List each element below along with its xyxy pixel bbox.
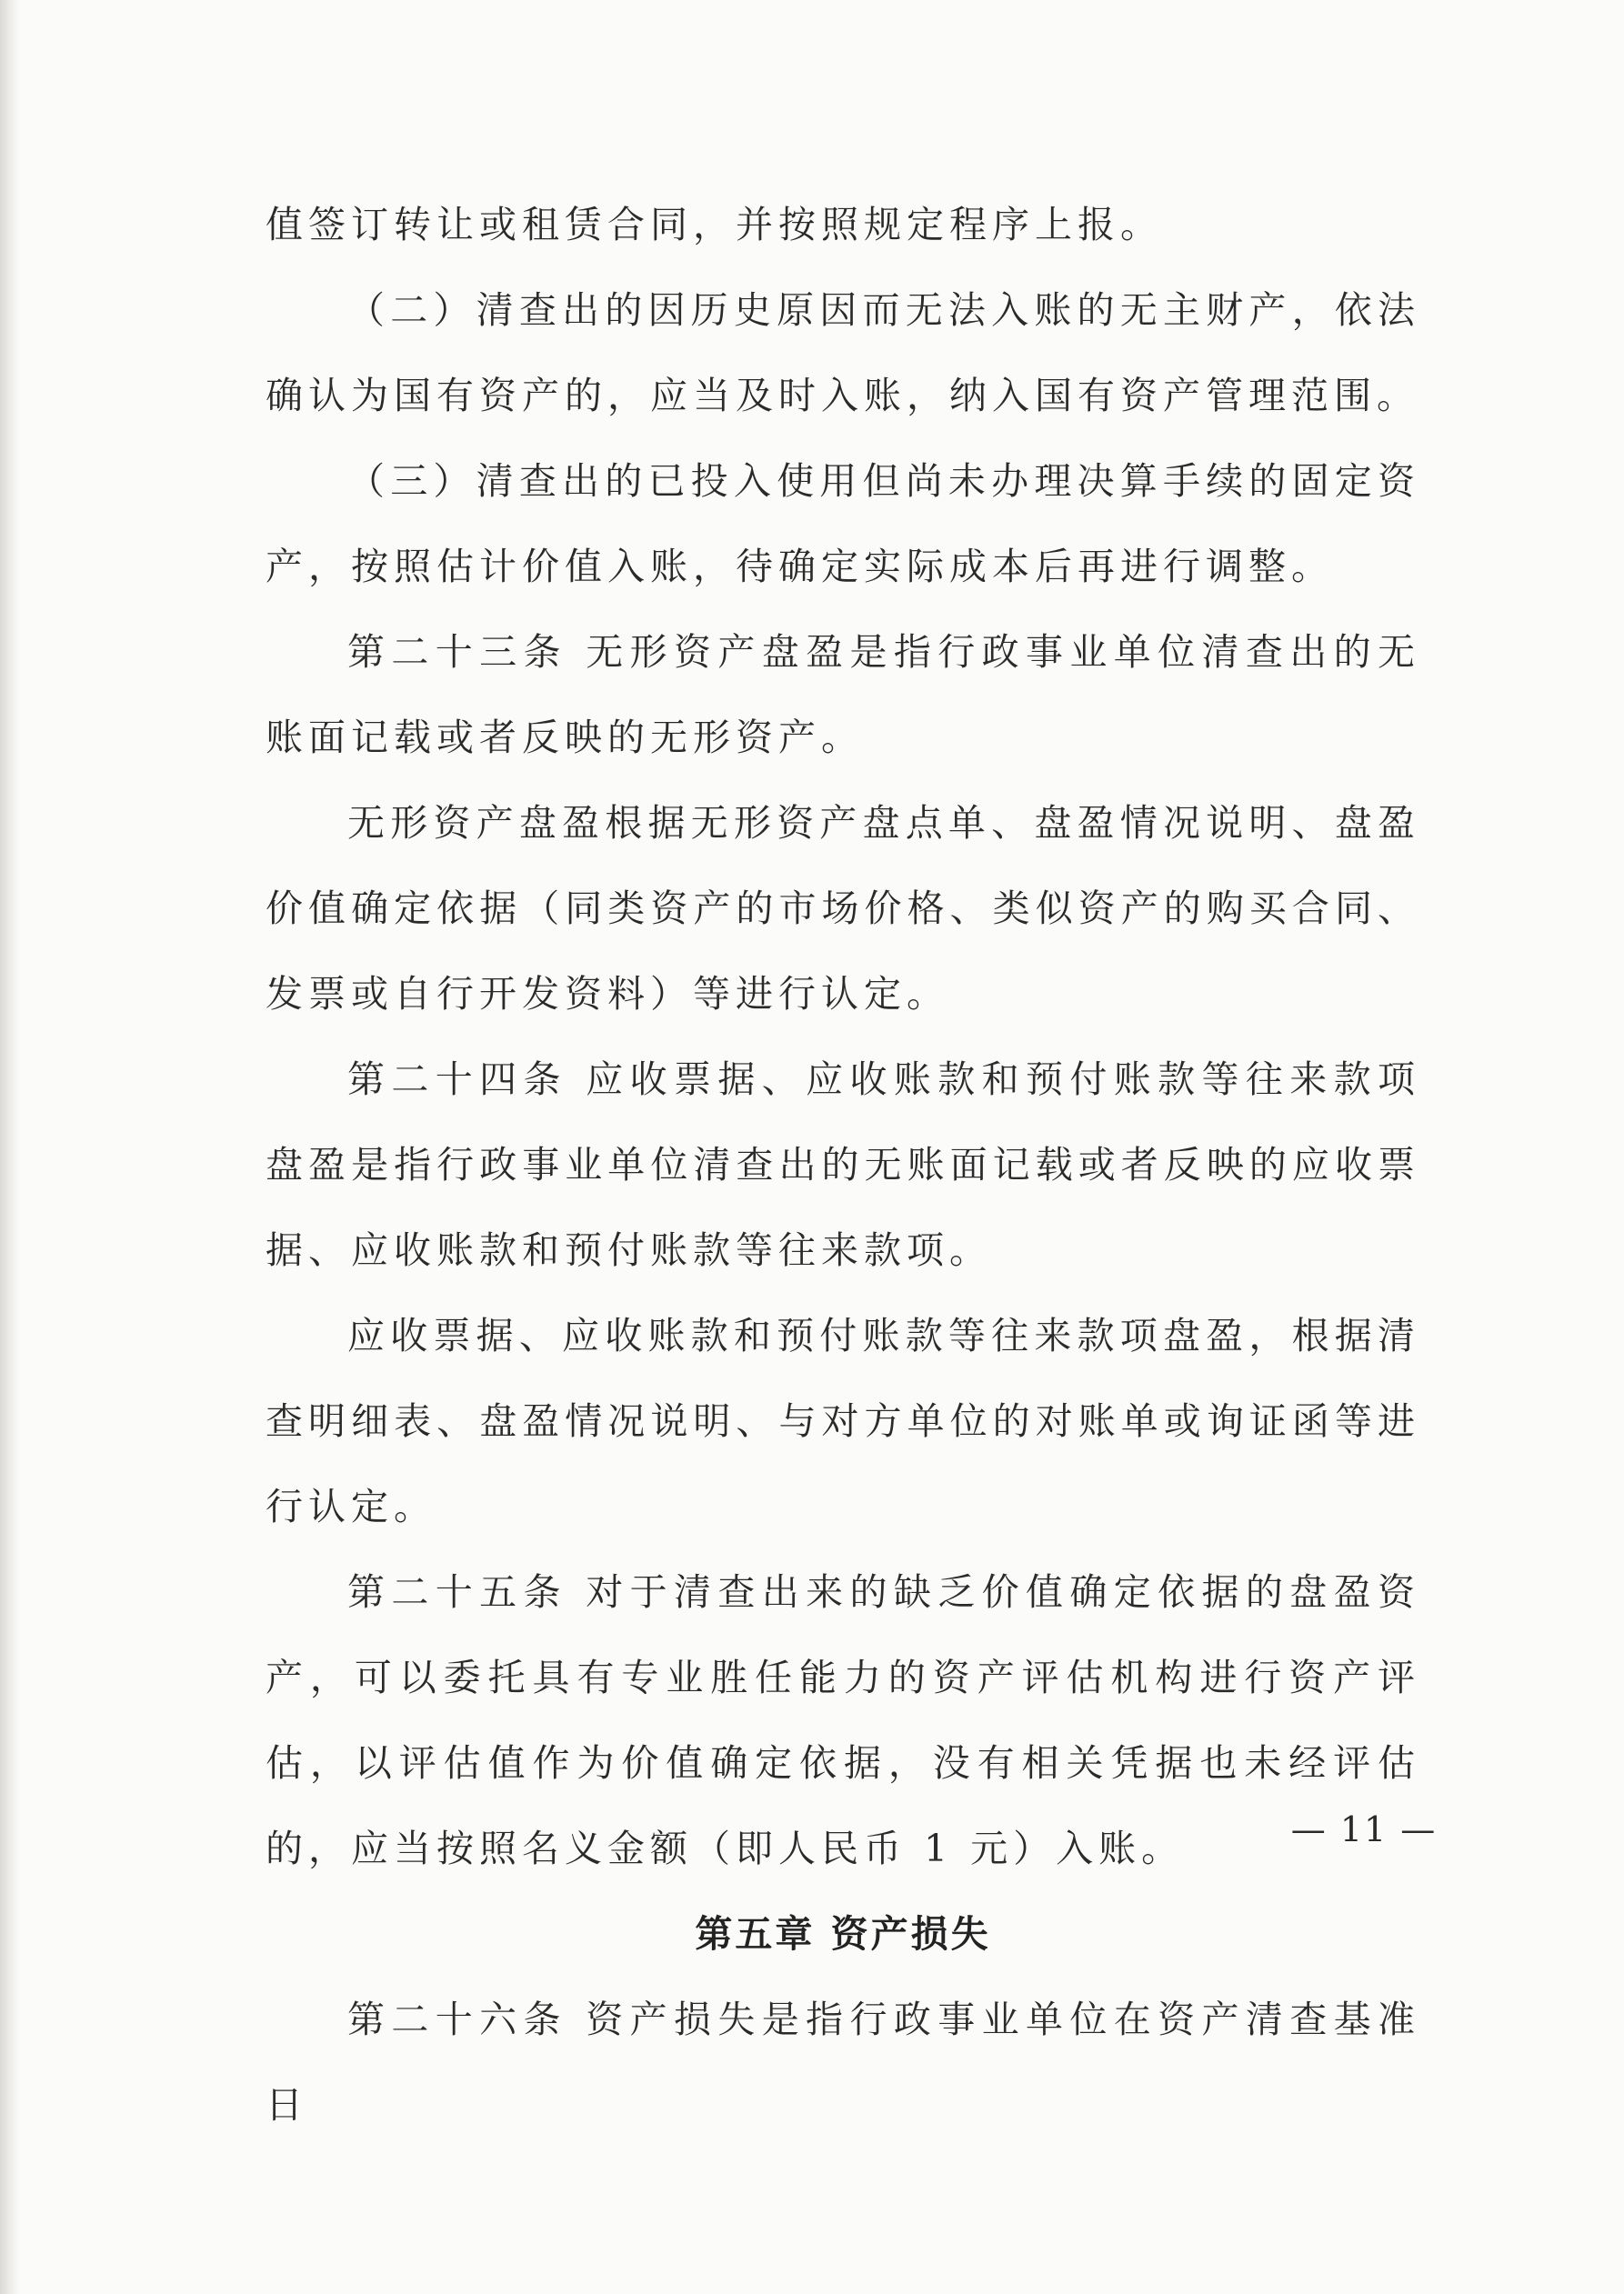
paragraph-article-23: 第二十三条 无形资产盘盈是指行政事业单位清查出的无账面记载或者反映的无形资产。: [266, 630, 1420, 759]
paragraph-article-25: 第二十五条 对于清查出来的缺乏价值确定依据的盘盈资产，可以委托具有专业胜任能力的资产评估机构进行资产评估，以评估值作为价值确定依据，没有相关凭据也未经评估的，应当按照名义金额（即人民币 1 元）入账。: [266, 1570, 1420, 1870]
paragraph-intangible-recognition: 无形资产盘盈根据无形资产盘点单、盘盈情况说明、盘盈价值确定依据（同类资产的市场价格、类似资产的购买合同、发票或自行开发资料）等进行认定。: [266, 801, 1420, 1016]
paragraph-item-2: （二）清查出的因历史原因而无法入账的无主财产，依法确认为国有资产的，应当及时入账，纳入国有资产管理范围。: [266, 288, 1420, 417]
paragraph-article-24: 第二十四条 应收票据、应收账款和预付账款等往来款项盘盈是指行政事业单位清查出的无账面记载或者反映的应收票据、应收账款和预付账款等往来款项。: [266, 1057, 1420, 1272]
chapter-title: 第五章 资产损失: [695, 1912, 991, 1956]
scan-edge-shadow: [0, 0, 20, 2294]
paragraph-continuation: 值签订转让或租赁合同，并按照规定程序上报。: [266, 203, 1163, 246]
paragraph-article-26: 第二十六条 资产损失是指行政事业单位在资产清查基准日: [266, 1998, 1420, 2127]
paragraph-receivables-recognition: 应收票据、应收账款和预付账款等往来款项盘盈，根据清查明细表、盘盈情况说明、与对方单位的对账单或询证函等进行认定。: [266, 1314, 1420, 1528]
paragraph-item-3: （三）清查出的已投入使用但尚未办理决算手续的固定资产，按照估计价值入账，待确定实际成本后再进行调整。: [266, 459, 1420, 588]
page-number: — 11 —: [1290, 1809, 1438, 1849]
document-body: [266, 182, 1420, 2148]
